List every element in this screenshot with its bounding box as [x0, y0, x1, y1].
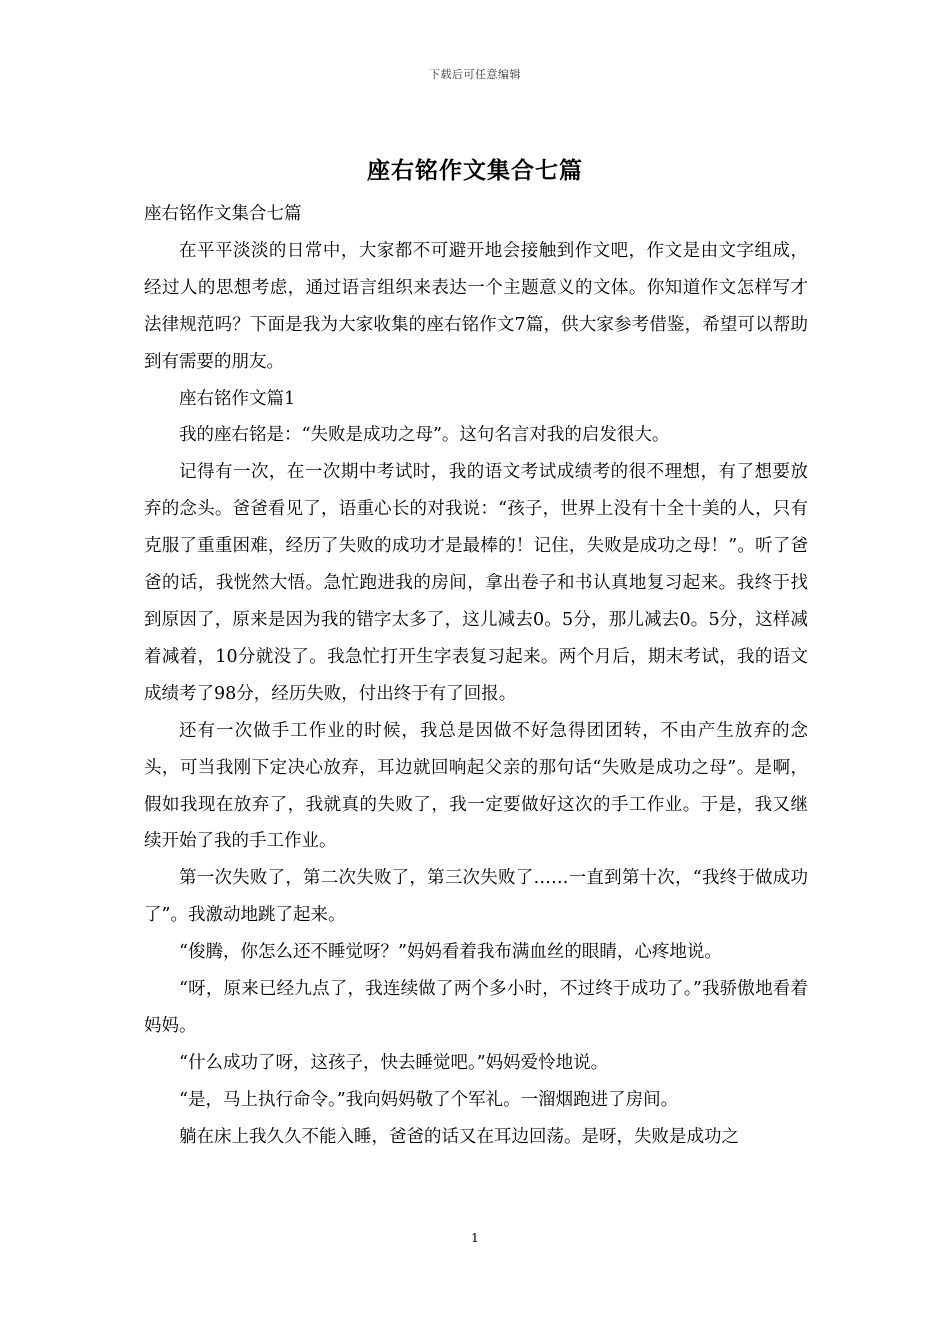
body-paragraph: 躺在床上我久久不能入睡，爸爸的话又在耳边回荡。是呀，失败是成功之	[179, 1126, 739, 1147]
body-paragraph: “是，马上执行命令。”我向妈妈敬了个军礼。一溜烟跑进了房间。	[179, 1089, 679, 1110]
body-paragraph: 还有一次做手工作业的时候，我总是因做不好急得团团转，不由产生放弃的念头，可当我刚下定决心放弃，耳边就回响起父亲的那句话“失败是成功之母”。是啊，假如我现在放弃了，我就真的失败了，我一定要做好这次的手工作业。于是，我又继续开始了我的手工作业。	[144, 720, 808, 852]
body-paragraph: “什么成功了呀，这孩子，快去睡觉吧。”妈妈爱怜地说。	[179, 1052, 609, 1073]
intro-paragraph: 在平平淡淡的日常中，大家都不可避开地会接触到作文吧，作文是由文字组成，经过人的思想考虑，通过语言组织来表达一个主题意义的文体。你知道作文怎样写才法律规范吗？下面是我为大家收集的座右铭作文7篇，供大家参考借鉴，希望可以帮助到有需要的朋友。	[144, 240, 808, 372]
body-paragraph: “俊腾，你怎么还不睡觉呀？”妈妈看着我布满血丝的眼睛，心疼地说。	[179, 942, 722, 963]
header-note: 下载后可任意编辑	[429, 68, 521, 81]
subtitle-paragraph: 座右铭作文集合七篇	[144, 204, 302, 224]
page-number: 1	[471, 1231, 479, 1245]
body-paragraph: 记得有一次，在一次期中考试时，我的语文考试成绩考的很不理想，有了想要放弃的念头。爸爸看见了，语重心长的对我说：“孩子，世界上没有十全十美的人，只有克服了重重困难，经历了失败的成功才是最棒的！记住，失败是成功之母！”。听了爸爸的话，我恍然大悟。急忙跑进我的房间，拿出卷子和书认真地复习起来。我终于找到原因了，原来是因为我的错字太多了，这儿减去0。5分，那儿减去0。5分，这样减着减着，10分就没了。我急忙打开生字表复习起来。两个月后，期末考试，我的语文成绩考了98分，经历失败，付出终于有了回报。	[144, 462, 808, 704]
document-body	[144, 196, 808, 1156]
body-paragraph: “呀，原来已经九点了，我连续做了两个多小时，不过终于成功了。”我骄傲地看着妈妈。	[144, 979, 808, 1036]
body-paragraph: 第一次失败了，第二次失败了，第三次失败了……一直到第十次，“我终于做成功了”。我激动地跳了起来。	[144, 868, 808, 926]
section-heading: 座右铭作文篇1	[179, 388, 296, 409]
body-paragraph: 我的座右铭是：“失败是成功之母”。这句名言对我的启发很大。	[179, 425, 670, 446]
document-title: 座右铭作文集合七篇	[367, 157, 583, 184]
